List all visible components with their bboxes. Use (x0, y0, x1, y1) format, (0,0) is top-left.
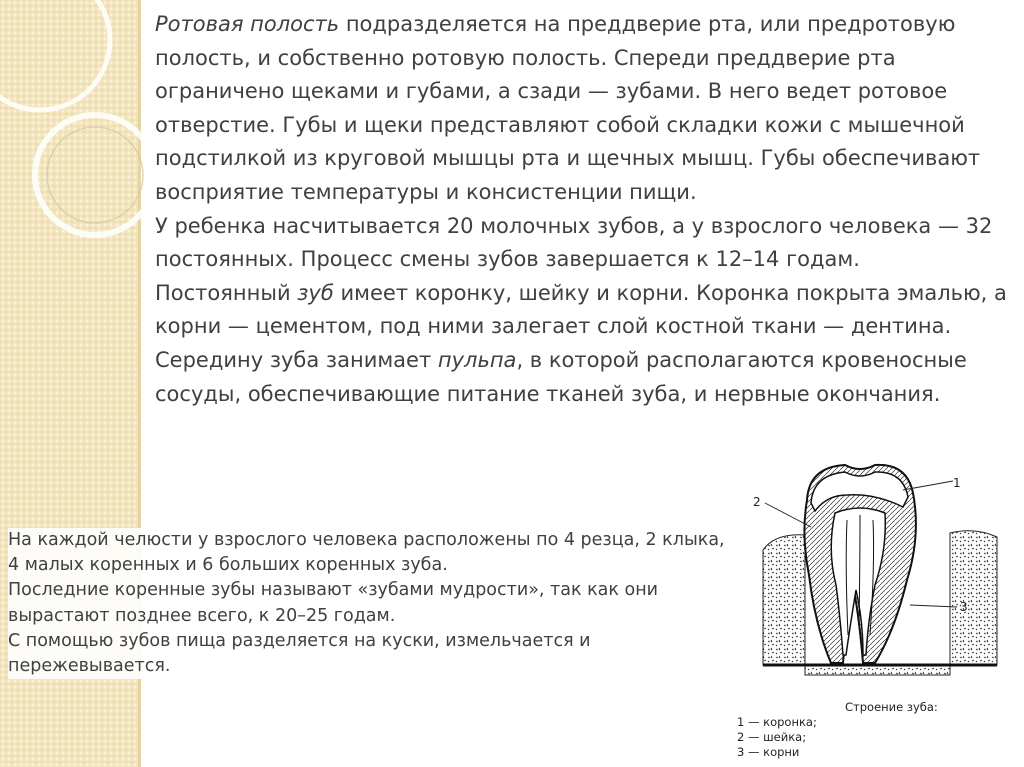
diagram-label-2: 2 (753, 495, 761, 509)
diagram-caption: Строение зуба: (845, 700, 938, 714)
diagram-label-3: 3 (960, 600, 968, 614)
tooth-structure-text-c: , в которой располагаются кровеносные сосуды, обеспечивающие питание тканей зуба, и нервные окончания. (155, 347, 967, 406)
term-tooth: зуб (297, 280, 334, 305)
paragraph-tooth-structure (155, 277, 1015, 411)
paragraph-teeth-count: У ребенка насчитывается 20 молочных зубов, а у взрослого человека — 32 постоянных. Процесс смены зубов завершается к 12–14 годам. (155, 213, 993, 272)
paragraph-teeth-function: С помощью зубов пища разделяется на куски, измельчается и пережевывается. (8, 630, 591, 677)
paragraph-oral-cavity-text: подразделяется на преддверие рта, или предротовую полость, и собственно ротовую полость. Спереди преддверие рта ограничено щеками и губами, а сзади — зубами. В него ведет ротовое отверстие. Губы и щеки представляют собой складки кожи с мышечной подстилкой из круговой мышцы рта и щечных мышц. Губы обеспечивают восприятие температуры и консистенции пищи. (155, 12, 981, 204)
diagram-legend (737, 715, 937, 760)
legend-item: 1 — коронка; (737, 715, 817, 729)
legend-item: 2 — шейка; (737, 730, 807, 744)
diagram-label-1: 1 (953, 476, 961, 490)
tooth-structure-text-b: имеет коронку, шейку и корни. Коронка покрыта эмалью, а корни — цементом, под ними залегает слой костной ткани — дентина. Середину зуба занимает (155, 280, 1007, 372)
secondary-text-block (8, 528, 728, 679)
paragraph-jaw-teeth: На каждой челюсти у взрослого человека расположены по 4 резца, 2 клыка, 4 малых коренных и 6 больших коренных зуба. (8, 530, 725, 576)
paragraph-oral-cavity (155, 8, 1015, 210)
legend-item: 3 — корни (737, 745, 800, 759)
term-oral-cavity: Ротовая полость (155, 12, 340, 36)
decorative-rings (0, 0, 160, 300)
paragraph-wisdom-teeth: Последние коренные зубы называют «зубами мудрости», так как они вырастают позднее всего, к 20–25 годам. (8, 580, 659, 626)
tooth-structure-text-a: Постоянный (155, 280, 298, 305)
term-pulp: пульпа (437, 347, 517, 372)
main-text-block (155, 8, 1015, 411)
